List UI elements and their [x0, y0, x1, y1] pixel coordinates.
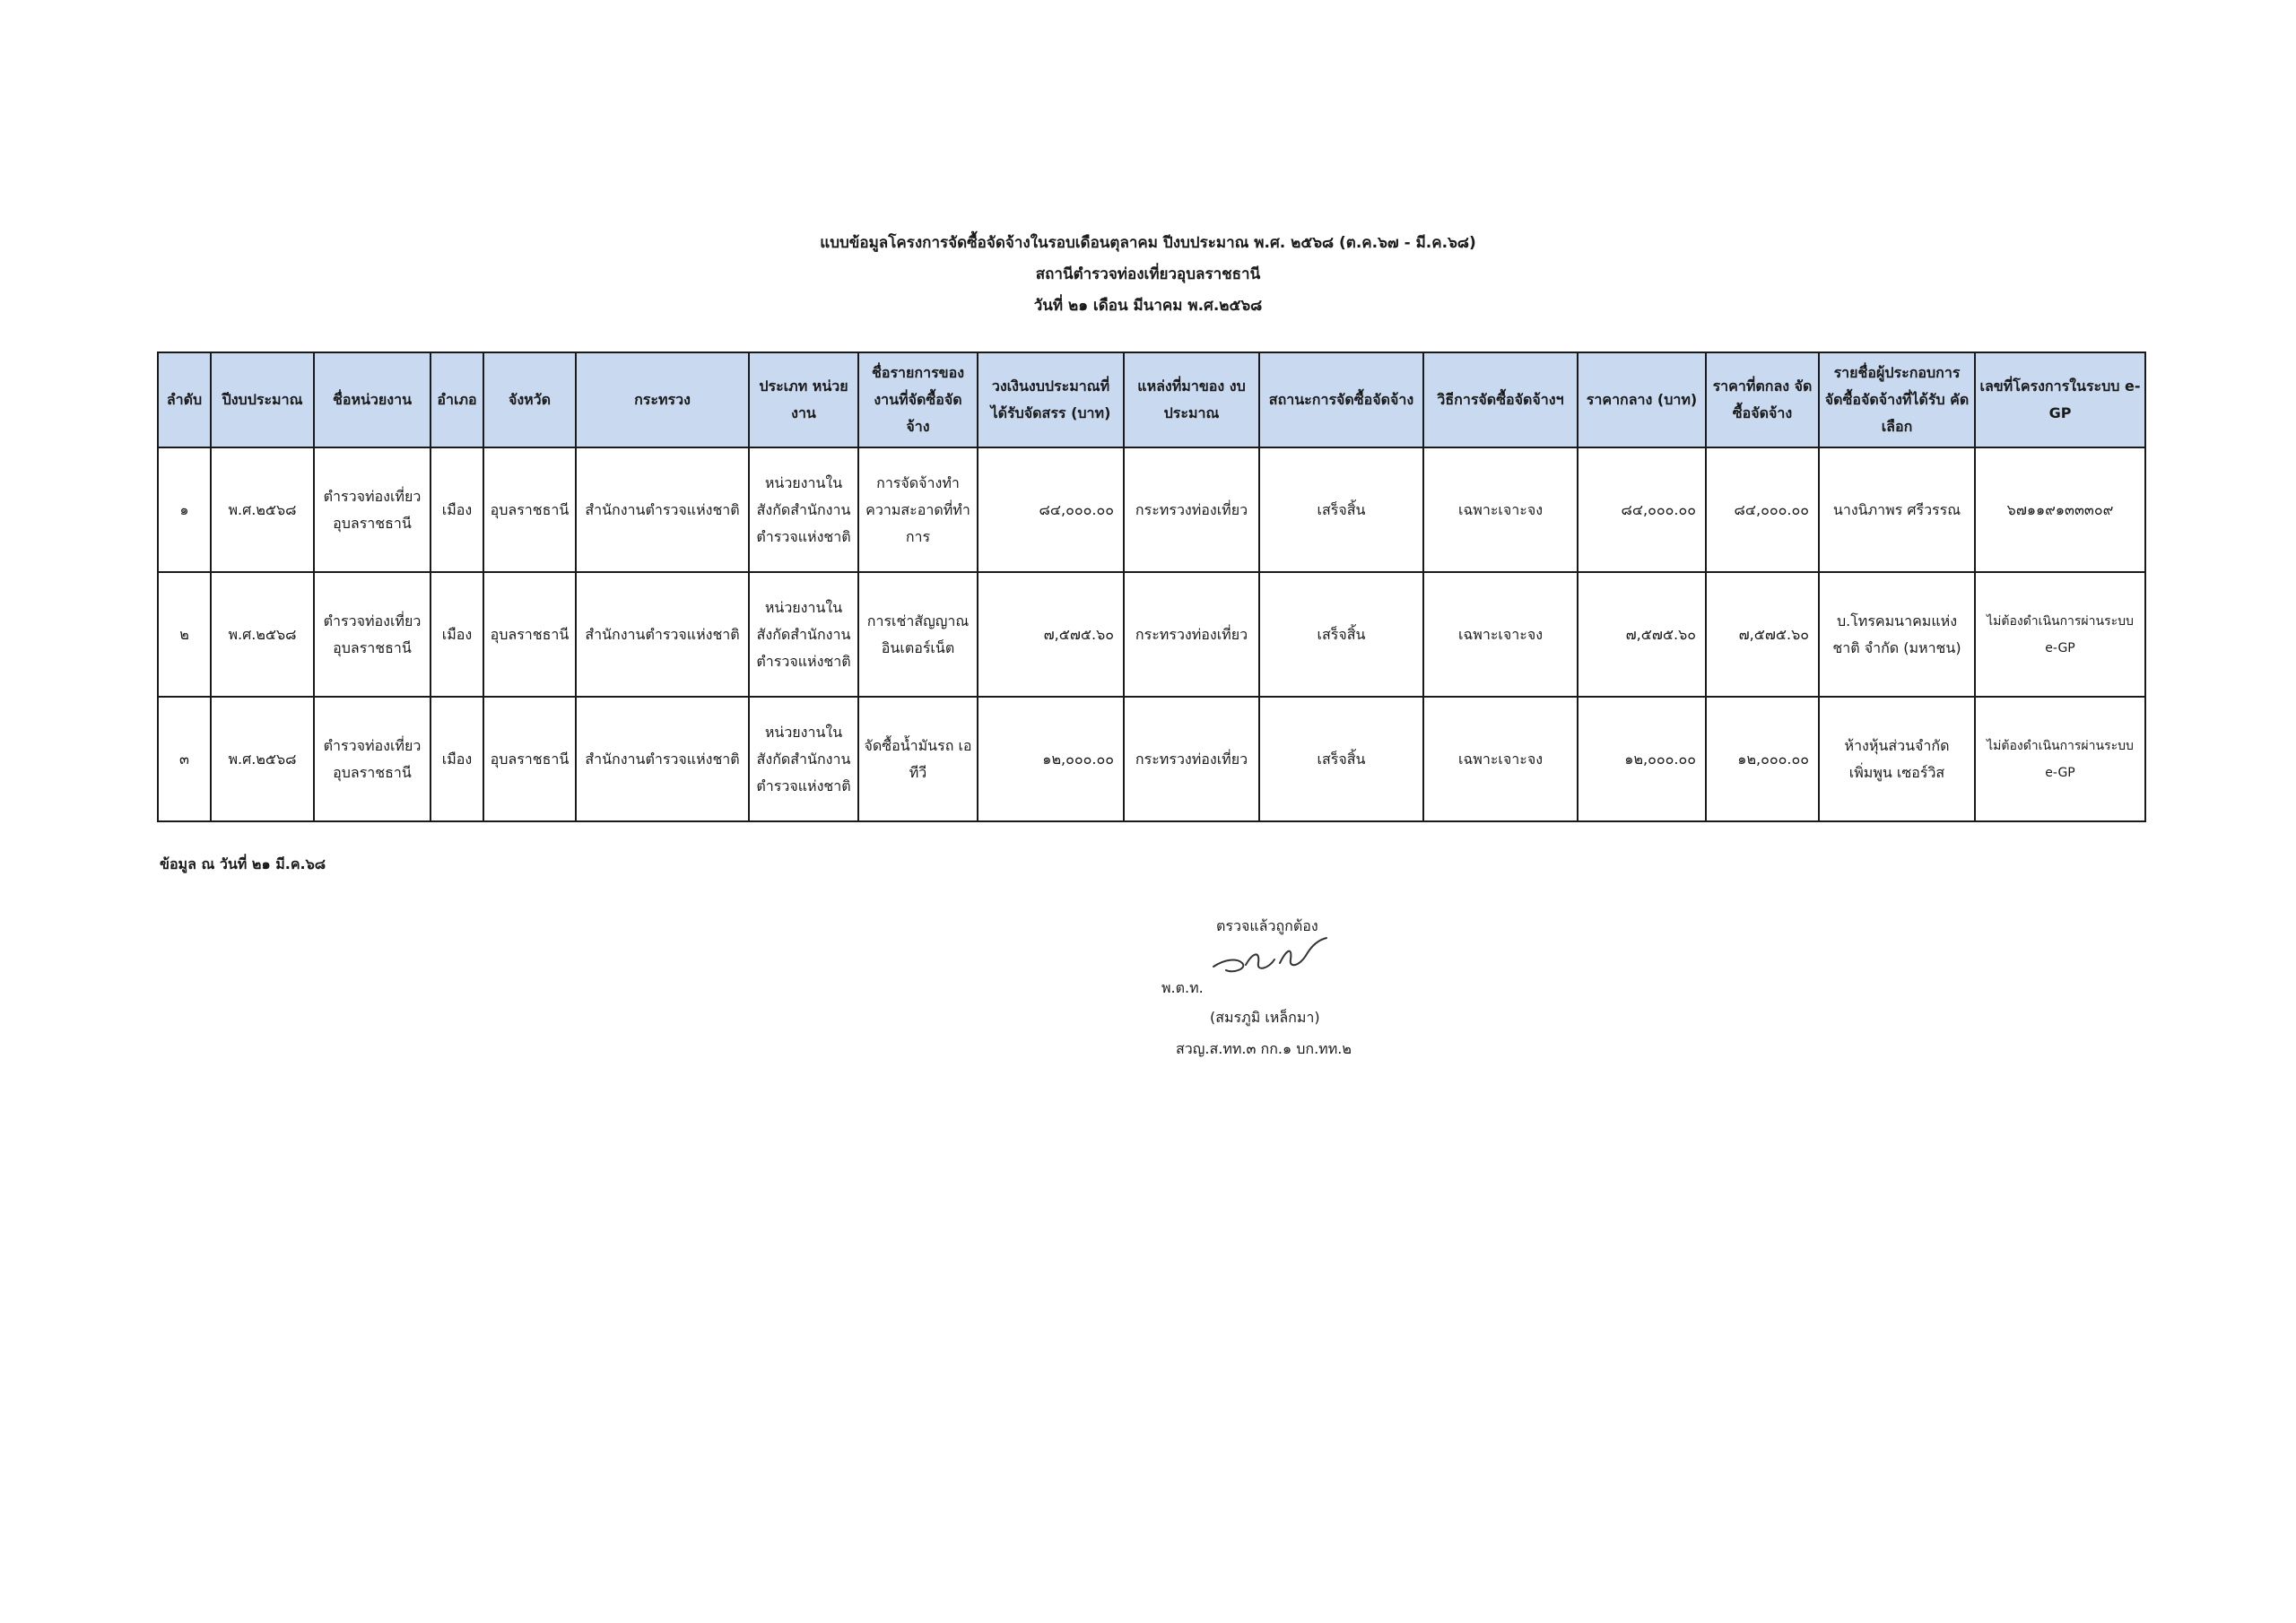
col-header-method: วิธีการจัดซื้อจัดจ้างฯ [1423, 352, 1578, 447]
cell-unit-type: หน่วยงานใน สังกัดสำนักงาน ตำรวจแห่งชาติ [749, 697, 858, 821]
cell-median: ๑๒,๐๐๐.๐๐ [1578, 697, 1706, 821]
col-header-budget: วงเงินงบประมาณที่ ได้รับจัดสรร (บาท) [978, 352, 1124, 447]
cell-no: ๒ [158, 572, 211, 697]
data-as-of-note: ข้อมูล ณ วันที่ ๒๑ มี.ค.๖๘ [160, 855, 326, 872]
verified-label: ตรวจแล้วถูกต้อง [1216, 917, 1318, 934]
cell-vendor: บ.โทรคมนาคมแห่งชาติ จำกัด (มหาชน) [1819, 572, 1975, 697]
cell-vendor: นางนิภาพร ศรีวรรณ [1819, 447, 1975, 572]
cell-budget: ๗,๕๗๕.๖๐ [978, 572, 1124, 697]
col-header-source: แหล่งที่มาของ งบประมาณ [1124, 352, 1259, 447]
col-header-ministry: กระทรวง [576, 352, 749, 447]
cell-province: อุบลราชธานี [483, 572, 576, 697]
signer-position: สวญ.ส.ทท.๓ กก.๑ บก.ทท.๒ [1176, 1040, 1352, 1057]
signer-name: (สมรภูมิ เหล็กมา) [1210, 1009, 1320, 1026]
col-header-agreed: ราคาที่ตกลง จัดซื้อจัดจ้าง [1706, 352, 1819, 447]
cell-status: เสร็จสิ้น [1259, 447, 1423, 572]
cell-source: กระทรวงท่องเที่ยว [1124, 697, 1259, 821]
cell-unit-type: หน่วยงานใน สังกัดสำนักงาน ตำรวจแห่งชาติ [749, 447, 858, 572]
cell-no: ๓ [158, 697, 211, 821]
col-header-no: ลำดับ [158, 352, 211, 447]
col-header-median: ราคากลาง (บาท) [1578, 352, 1706, 447]
cell-unit-type: หน่วยงานใน สังกัดสำนักงาน ตำรวจแห่งชาติ [749, 572, 858, 697]
cell-status: เสร็จสิ้น [1259, 572, 1423, 697]
col-header-district: อำเภอ [430, 352, 483, 447]
cell-year: พ.ศ.๒๕๖๘ [211, 447, 314, 572]
col-header-year: ปีงบประมาณ [211, 352, 314, 447]
col-header-vendor: รายชื่อผู้ประกอบการ จัดซื้อจัดจ้างที่ได้รับ คัดเลือก [1819, 352, 1975, 447]
cell-status: เสร็จสิ้น [1259, 697, 1423, 821]
cell-method: เฉพาะเจาะจง [1423, 447, 1578, 572]
table-row [158, 447, 2145, 572]
cell-source: กระทรวงท่องเที่ยว [1124, 572, 1259, 697]
cell-source: กระทรวงท่องเที่ยว [1124, 447, 1259, 572]
cell-year: พ.ศ.๒๕๖๘ [211, 572, 314, 697]
table-row [158, 697, 2145, 821]
cell-item: การเช่าสัญญาณ อินเตอร์เน็ต [858, 572, 978, 697]
cell-item: การจัดจ้างทำ ความสะอาดที่ทำ การ [858, 447, 978, 572]
cell-method: เฉพาะเจาะจง [1423, 697, 1578, 821]
report-date: วันที่ ๒๑ เดือน มีนาคม พ.ศ.๒๕๖๘ [1033, 297, 1263, 315]
cell-ministry: สำนักงานตำรวจแห่งชาติ [576, 572, 749, 697]
cell-ministry: สำนักงานตำรวจแห่งชาติ [576, 697, 749, 821]
signer-rank: พ.ต.ท. [1161, 979, 1204, 996]
col-header-item: ชื่อรายการของ งานที่จัดซื้อจัดจ้าง [858, 352, 978, 447]
cell-unit: ตำรวจท่องเที่ยว อุบลราชธานี [314, 572, 430, 697]
report-title: แบบข้อมูลโครงการจัดซื้อจัดจ้างในรอบเดือนตุลาคม ปีงบประมาณ พ.ศ. ๒๕๖๘ (ต.ค.๖๗ - มี.ค.๖๘) [820, 234, 1476, 252]
cell-vendor: ห้างหุ้นส่วนจำกัดเพิ่มพูน เซอร์วิส [1819, 697, 1975, 821]
cell-agreed: ๑๒,๐๐๐.๐๐ [1706, 697, 1819, 821]
cell-egp: ๖๗๑๑๙๑๓๓๓๐๙ [1975, 447, 2145, 572]
table-header-row [158, 352, 2145, 447]
cell-no: ๑ [158, 447, 211, 572]
procurement-table [157, 352, 2146, 822]
station-name: สถานีตำรวจท่องเที่ยวอุบลราชธานี [1035, 265, 1261, 283]
col-header-unit-type: ประเภท หน่วยงาน [749, 352, 858, 447]
cell-egp: ไม่ต้องดำเนินการผ่านระบบ e-GP [1975, 697, 2145, 821]
col-header-egp: เลขที่โครงการในระบบ e-GP [1975, 352, 2145, 447]
cell-district: เมือง [430, 447, 483, 572]
cell-median: ๘๔,๐๐๐.๐๐ [1578, 447, 1706, 572]
col-header-unit: ชื่อหน่วยงาน [314, 352, 430, 447]
cell-agreed: ๗,๕๗๕.๖๐ [1706, 572, 1819, 697]
table-row [158, 572, 2145, 697]
cell-province: อุบลราชธานี [483, 447, 576, 572]
cell-unit: ตำรวจท่องเที่ยว อุบลราชธานี [314, 697, 430, 821]
cell-method: เฉพาะเจาะจง [1423, 572, 1578, 697]
cell-median: ๗,๕๗๕.๖๐ [1578, 572, 1706, 697]
cell-egp: ไม่ต้องดำเนินการผ่านระบบ e-GP [1975, 572, 2145, 697]
cell-district: เมือง [430, 697, 483, 821]
col-header-status: สถานะการจัดซื้อจัดจ้าง [1259, 352, 1423, 447]
cell-year: พ.ศ.๒๕๖๘ [211, 697, 314, 821]
cell-agreed: ๘๔,๐๐๐.๐๐ [1706, 447, 1819, 572]
col-header-province: จังหวัด [483, 352, 576, 447]
cell-unit: ตำรวจท่องเที่ยว อุบลราชธานี [314, 447, 430, 572]
handwritten-signature [1206, 933, 1332, 986]
cell-district: เมือง [430, 572, 483, 697]
cell-province: อุบลราชธานี [483, 697, 576, 821]
cell-item: จัดซื้อน้ำมันรถ เอทีวี [858, 697, 978, 821]
cell-budget: ๑๒,๐๐๐.๐๐ [978, 697, 1124, 821]
cell-budget: ๘๔,๐๐๐.๐๐ [978, 447, 1124, 572]
cell-ministry: สำนักงานตำรวจแห่งชาติ [576, 447, 749, 572]
